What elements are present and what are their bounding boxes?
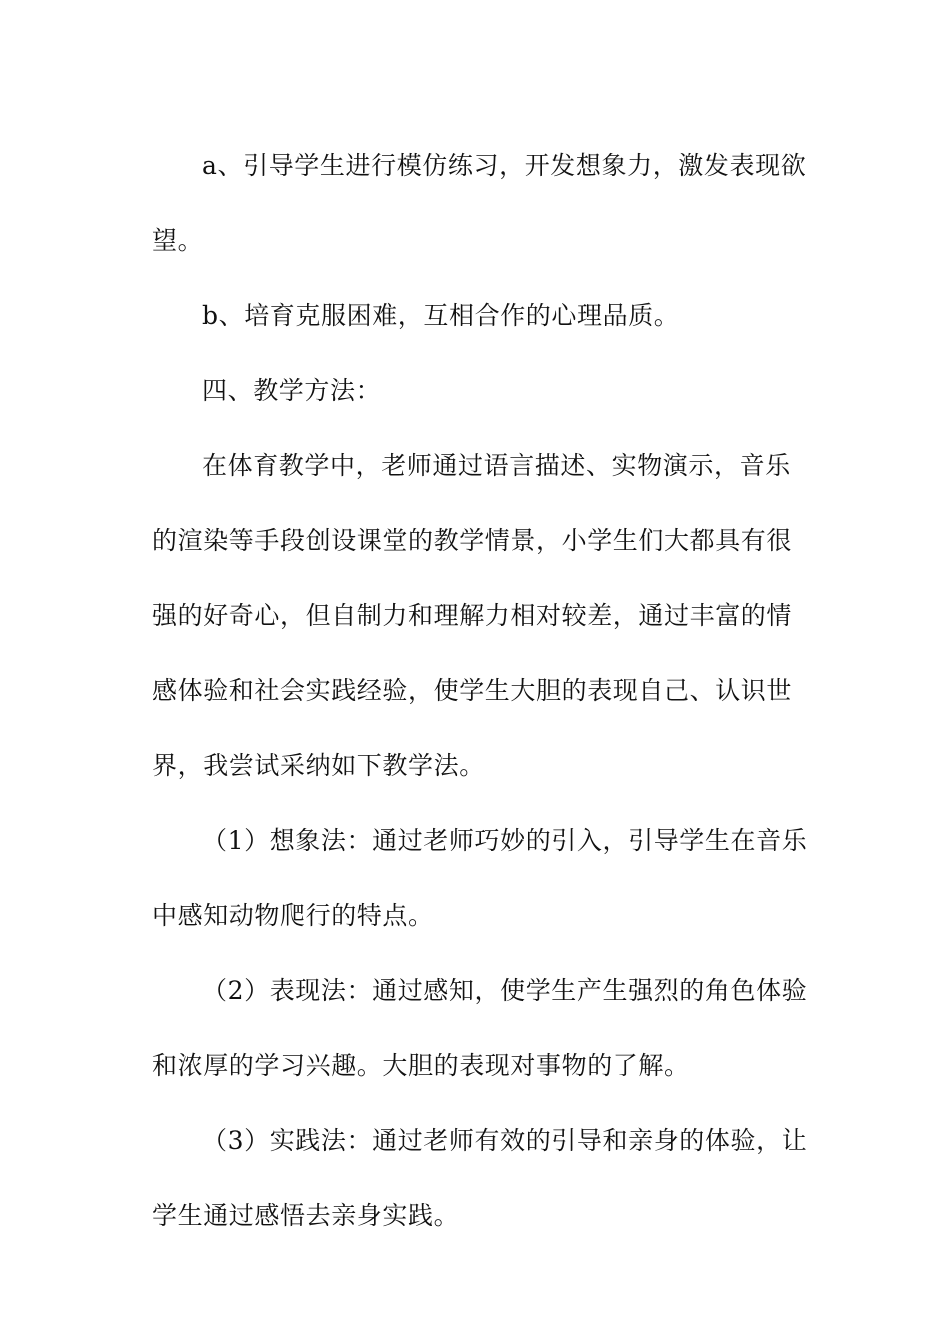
- document-body: [152, 128, 812, 1253]
- paragraph-method-expression: （2）表现法：通过感知，使学生产生强烈的角色体验和浓厚的学习兴趣。大胆的表现对事物的了解。: [152, 976, 808, 1080]
- paragraph-objective-a: a、引导学生进行模仿练习，开发想象力，激发表现欲望。: [152, 151, 807, 255]
- paragraph-methods-intro: 在体育教学中，老师通过语言描述、实物演示，音乐的渲染等手段创设课堂的教学情景，小学生们大都具有很强的好奇心，但自制力和理解力相对较差，通过丰富的情感体验和社会实践经验，使学生大胆的表现自己、认识世界，我尝试采纳如下教学法。: [152, 451, 793, 780]
- section-heading-teaching-methods: 四、教学方法：: [202, 376, 382, 405]
- paragraph-method-imagination: （1）想象法：通过老师巧妙的引入，引导学生在音乐中感知动物爬行的特点。: [152, 826, 808, 930]
- paragraph-method-practice: （3）实践法：通过老师有效的引导和亲身的体验，让学生通过感悟去亲身实践。: [152, 1126, 808, 1230]
- paragraph-objective-b: b、培育克服困难，互相合作的心理品质。: [202, 301, 680, 330]
